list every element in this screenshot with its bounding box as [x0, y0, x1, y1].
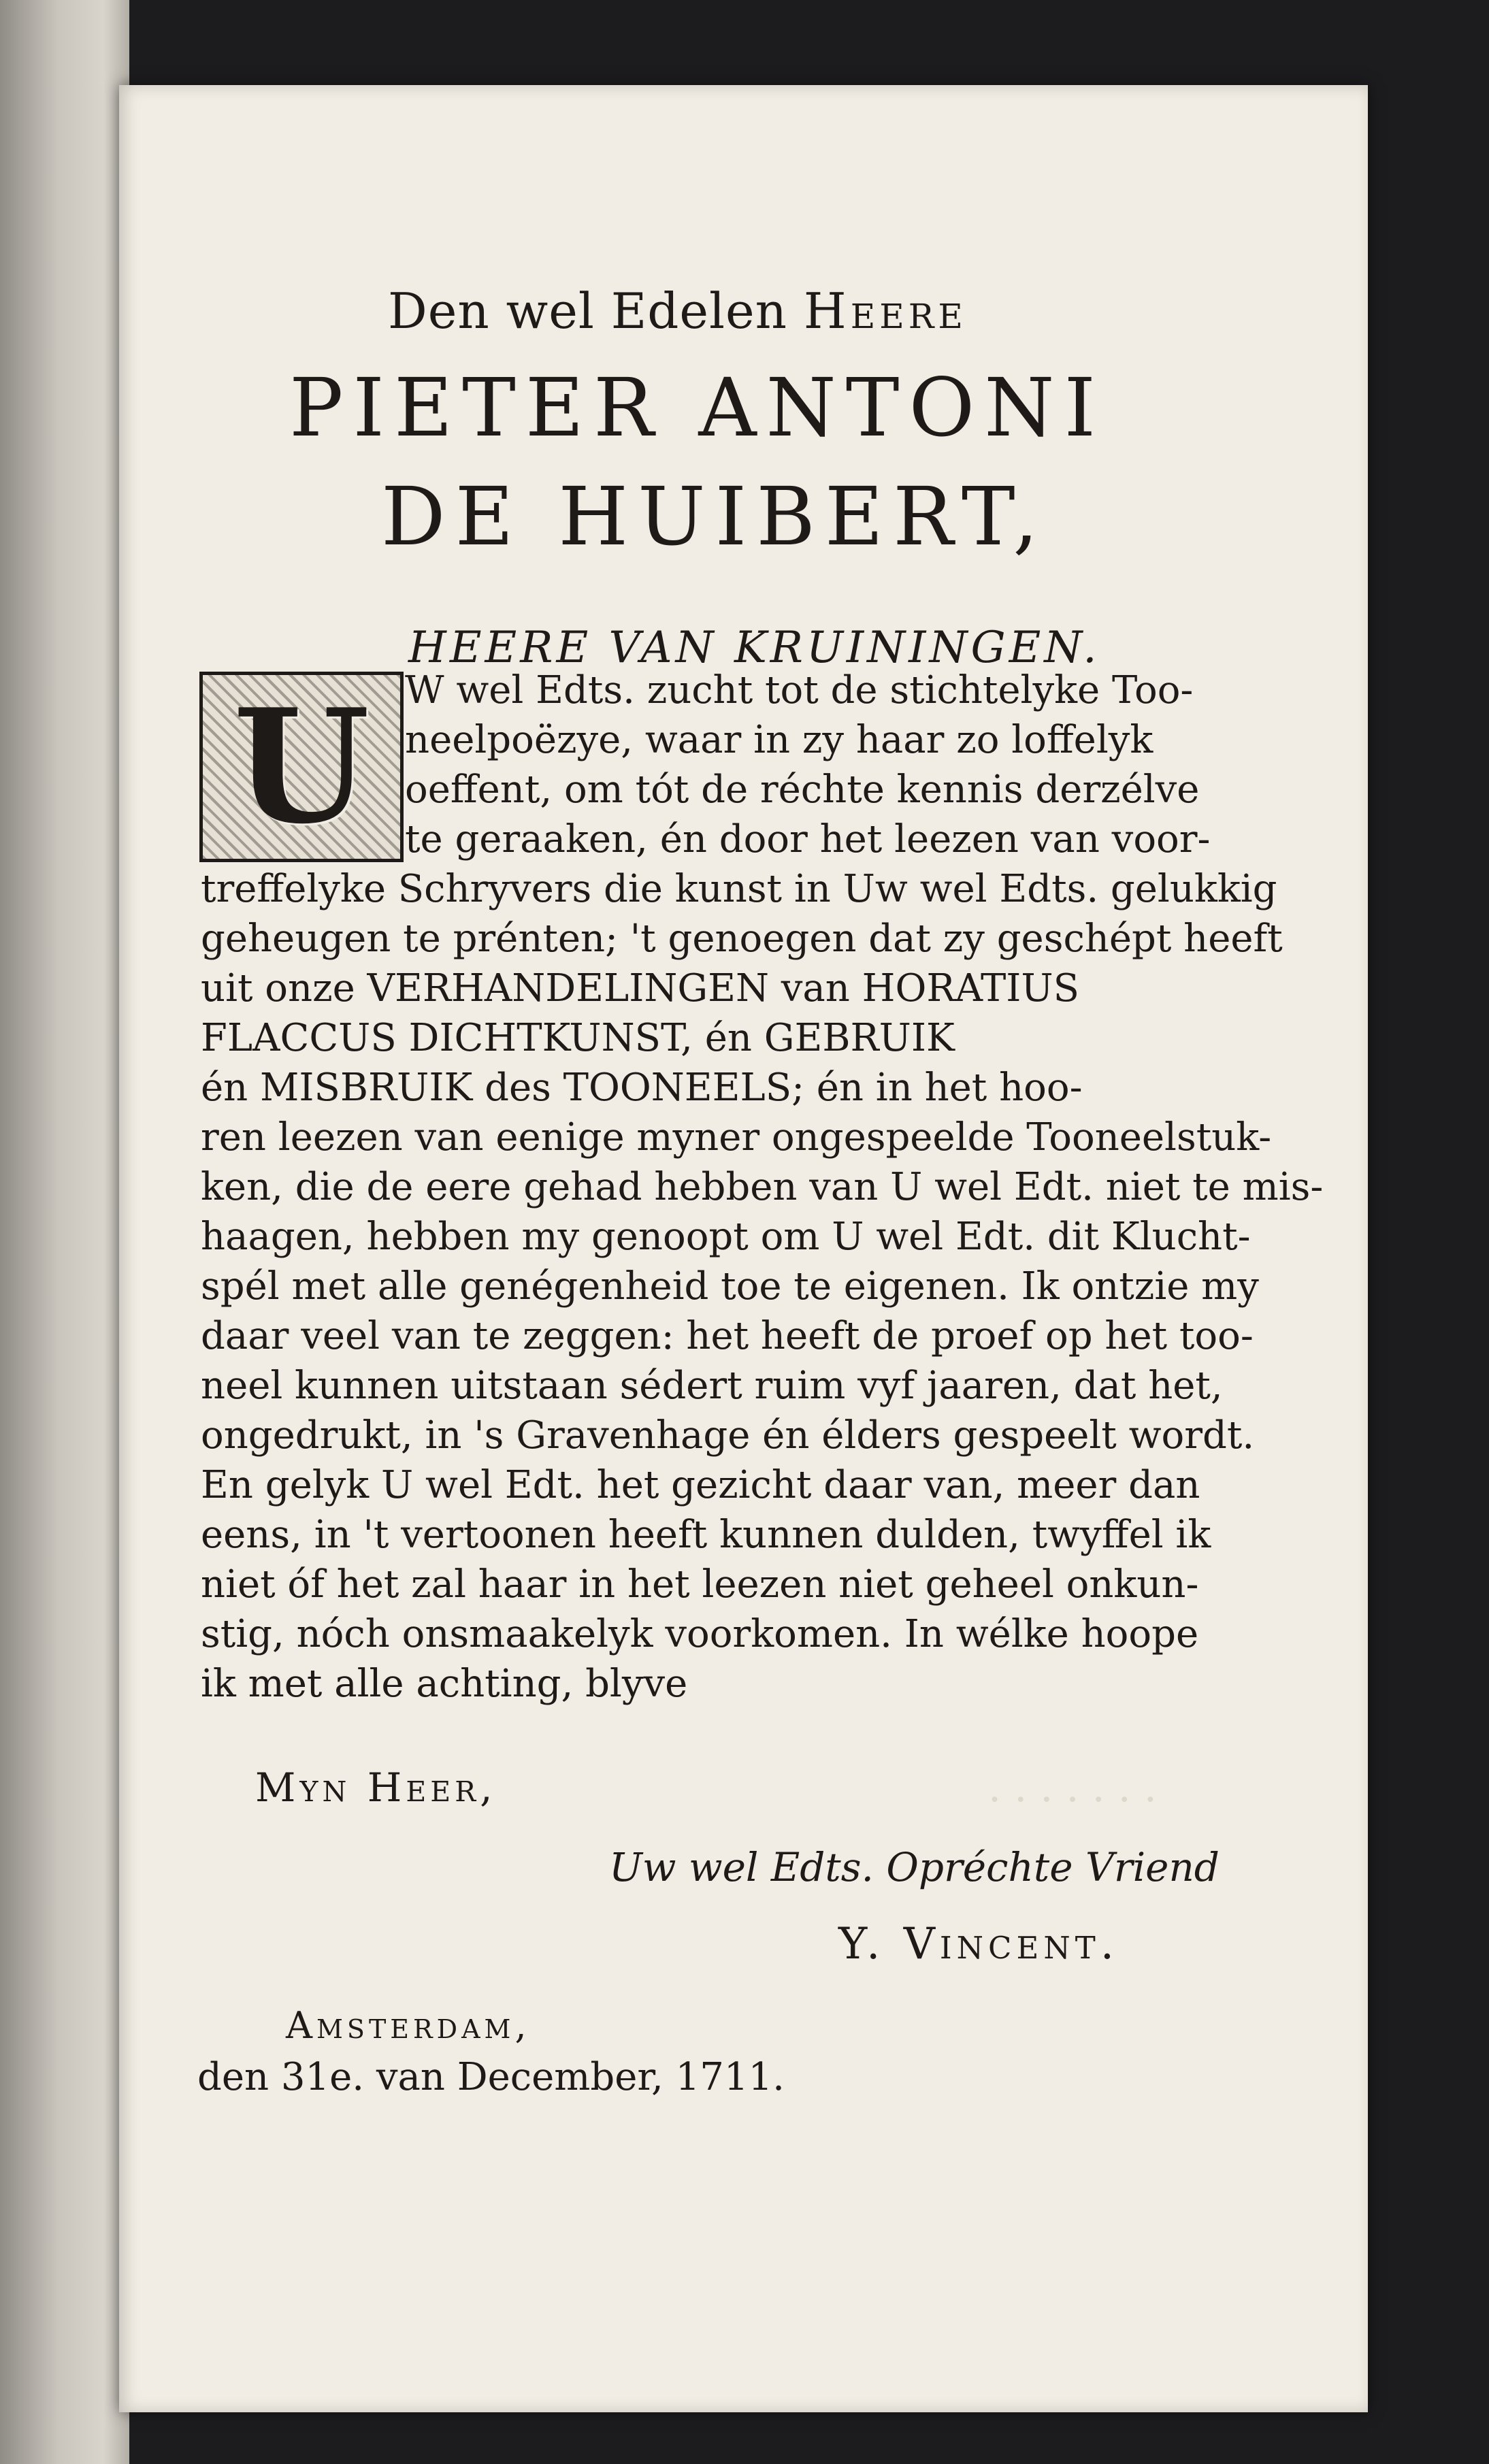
book-page: [119, 85, 1368, 2412]
show-through-text: · · · · · · ·: [988, 1776, 1157, 1824]
body-line: treffelyke Schryvers die kunst in Uw wel Edts. gelukkig: [201, 867, 1277, 911]
body-line: neel kunnen uitstaan sédert ruim vyf jaaren, dat het,: [201, 1364, 1223, 1408]
closing-phrase: Uw wel Edts. Opréchte Vriend: [609, 1844, 1220, 1890]
body-line: daar veel van te zeggen: het heeft de proef op het too-: [201, 1314, 1254, 1358]
body-line: te geraaken, én door het leezen van voor-: [405, 817, 1211, 861]
facing-page-edge: [0, 0, 129, 2464]
initial-letter: U: [233, 675, 370, 859]
dedicatee-name-line1: PIETER ANTONI: [289, 361, 1106, 455]
body-line: spél met alle genégenheid toe te eigenen. Ik ontzie my: [201, 1264, 1259, 1309]
author-signature: Y. Vincent.: [838, 1919, 1119, 1969]
body-line: FLACCUS DICHTKUNST, én GEBRUIK: [201, 1016, 955, 1060]
ornamental-initial: [199, 672, 404, 862]
body-line: W wel Edts. zucht tot de stichtelyke Too-: [405, 668, 1194, 712]
heading-prefix: Den wel Edelen: [388, 282, 788, 340]
date-line: den 31e. van December, 1711.: [197, 2055, 785, 2099]
place-line: Amsterdam,: [286, 2004, 531, 2047]
body-line: oeffent, om tót de réchte kennis derzélve: [405, 768, 1200, 812]
body-line: haagen, hebben my genoopt om U wel Edt. dit Klucht-: [201, 1215, 1251, 1259]
dedicatee-name-line2: DE HUIBERT,: [381, 470, 1048, 563]
body-line: niet óf het zal haar in het leezen niet geheel onkun-: [201, 1562, 1199, 1607]
salutation: Myn Heer,: [255, 1764, 497, 1811]
body-line: ren leezen van eenige myner ongespeelde Tooneelstuk-: [201, 1115, 1272, 1160]
dedicatee-title: HEERE VAN KRUININGEN.: [408, 623, 1100, 673]
heading-heere: Heere: [803, 282, 967, 340]
body-line: én MISBRUIK des TOONEELS; én in het hoo-: [201, 1066, 1083, 1110]
body-line: ik met alle achting, blyve: [201, 1662, 688, 1706]
body-line: neelpoëzye, waar in zy haar zo loffelyk: [405, 718, 1153, 762]
body-line: ken, die de eere gehad hebben van U wel Edt. niet te mis-: [201, 1165, 1324, 1209]
dedication-heading: [388, 282, 967, 340]
body-line: uit onze VERHANDELINGEN van HORATIUS: [201, 966, 1079, 1011]
body-line: ongedrukt, in 's Gravenhage én élders gespeelt wordt.: [201, 1413, 1255, 1458]
body-line: eens, in 't vertoonen heeft kunnen dulden, twyffel ik: [201, 1513, 1211, 1557]
body-line: En gelyk U wel Edt. het gezicht daar van, meer dan: [201, 1463, 1200, 1507]
body-line: geheugen te prénten; 't genoegen dat zy geschépt heeft: [201, 917, 1283, 961]
body-line: stig, nóch onsmaakelyk voorkomen. In wélke hoope: [201, 1612, 1199, 1656]
